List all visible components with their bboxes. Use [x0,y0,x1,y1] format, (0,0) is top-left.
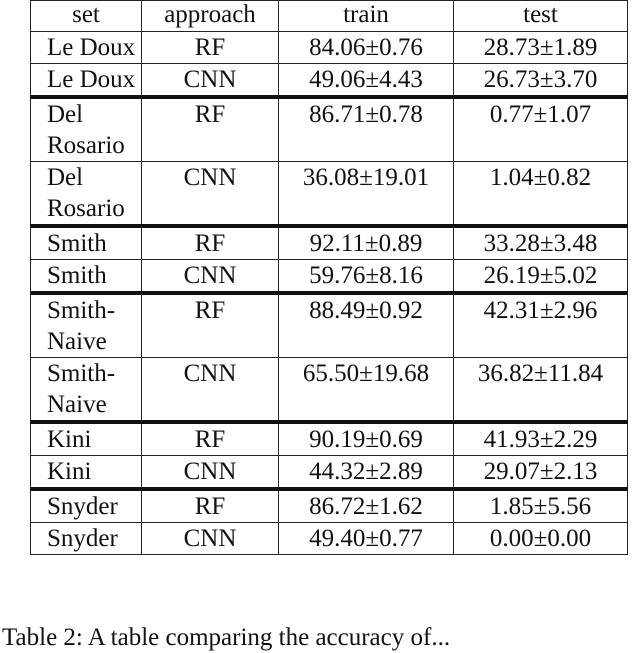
train-cell: 36.08±19.01 [279,162,454,227]
approach-cell: CNN [142,456,279,490]
test-cell: 36.82±11.84 [454,358,628,423]
table-row [31,293,628,358]
set-cell: Snyder [31,523,142,555]
approach-cell: RF [142,489,279,523]
table-caption: Table 2: A table comparing the accuracy of... [2,624,451,651]
approach-cell: CNN [142,523,279,555]
train-cell: 92.11±0.89 [279,226,454,260]
train-cell: 59.76±8.16 [279,260,454,294]
approach-cell: CNN [142,64,279,98]
set-cell: Le Doux [31,32,142,64]
test-cell: 41.93±2.29 [454,422,628,456]
table-row [31,456,628,490]
table-row [31,162,628,227]
set-cell: Kini [31,422,142,456]
set-cell: Smith-Naive [31,293,142,358]
set-cell: Del Rosario [31,97,142,162]
test-cell: 0.00±0.00 [454,523,628,555]
set-cell: Smith [31,260,142,294]
test-cell: 33.28±3.48 [454,226,628,260]
set-cell: Smith-Naive [31,358,142,423]
train-cell: 86.72±1.62 [279,489,454,523]
test-cell: 28.73±1.89 [454,32,628,64]
test-cell: 1.04±0.82 [454,162,628,227]
approach-cell: CNN [142,162,279,227]
table-row [31,226,628,260]
approach-cell: CNN [142,260,279,294]
test-cell: 26.73±3.70 [454,64,628,98]
approach-cell: RF [142,226,279,260]
table-row [31,489,628,523]
table-row [31,97,628,162]
approach-cell: RF [142,97,279,162]
header-set: set [31,1,142,32]
train-cell: 86.71±0.78 [279,97,454,162]
table-row [31,260,628,294]
test-cell: 42.31±2.96 [454,293,628,358]
header-train: train [279,1,454,32]
table-row [31,64,628,98]
table-row [31,358,628,423]
results-table [30,0,628,555]
set-cell: Kini [31,456,142,490]
set-cell: Del Rosario [31,162,142,227]
table-row [31,422,628,456]
train-cell: 84.06±0.76 [279,32,454,64]
train-cell: 44.32±2.89 [279,456,454,490]
test-cell: 1.85±5.56 [454,489,628,523]
header-test: test [454,1,628,32]
table-row [31,523,628,555]
train-cell: 49.40±0.77 [279,523,454,555]
approach-cell: RF [142,32,279,64]
test-cell: 0.77±1.07 [454,97,628,162]
header-approach: approach [142,1,279,32]
table-row [31,32,628,64]
set-cell: Snyder [31,489,142,523]
train-cell: 65.50±19.68 [279,358,454,423]
set-cell: Smith [31,226,142,260]
header-row [31,1,628,32]
set-cell: Le Doux [31,64,142,98]
train-cell: 49.06±4.43 [279,64,454,98]
train-cell: 88.49±0.92 [279,293,454,358]
approach-cell: RF [142,422,279,456]
approach-cell: CNN [142,358,279,423]
train-cell: 90.19±0.69 [279,422,454,456]
test-cell: 29.07±2.13 [454,456,628,490]
approach-cell: RF [142,293,279,358]
test-cell: 26.19±5.02 [454,260,628,294]
